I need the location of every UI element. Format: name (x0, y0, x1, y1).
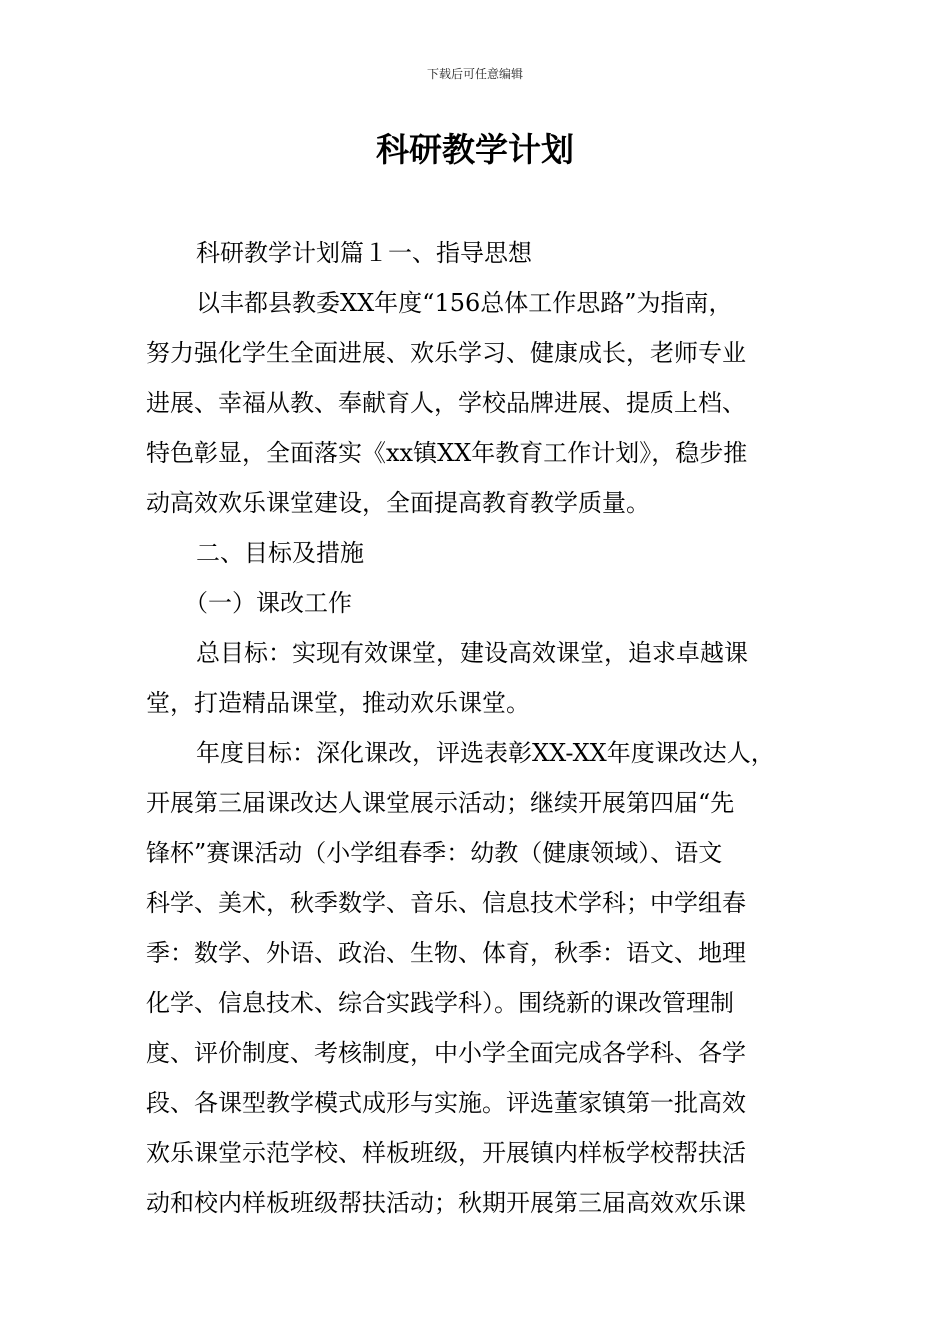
header-note: 下载后可任意编辑 (426, 67, 523, 81)
paragraph-line: 进展、幸福从教、奉献育人，学校品牌进展、提质上档、 (146, 389, 746, 417)
paragraph-line: 努力强化学生全面进展、欢乐学习、健康成长，老师专业 (146, 339, 746, 367)
document-title: 科研教学计划 (376, 130, 574, 169)
paragraph-line: 化学、信息技术、综合实践学科）。围绕新的课改管理制 (146, 989, 734, 1017)
section-heading-guiding-ideology: 科研教学计划篇１一、指导思想 (196, 239, 532, 267)
paragraph-line: 欢乐课堂示范学校、样板班级，开展镇内样板学校帮扶活 (146, 1139, 746, 1167)
paragraph-line: 动高效欢乐课堂建设，全面提高教育教学质量。 (146, 489, 650, 517)
paragraph-line: 堂，打造精品课堂，推动欢乐课堂。 (146, 689, 530, 717)
paragraph-line: 总目标：实现有效课堂，建设高效课堂，追求卓越课 (196, 639, 748, 667)
paragraph-line: 动和校内样板班级帮扶活动；秋期开展第三届高效欢乐课 (146, 1189, 746, 1217)
section-heading-goals-measures: 二、目标及措施 (196, 539, 364, 567)
subsection-heading-curriculum-reform: （一）课改工作 (184, 589, 352, 617)
paragraph-line: 锋杯”赛课活动（小学组春季：幼教（健康领域）、语文 (146, 839, 723, 867)
paragraph-line: 开展第三届课改达人课堂展示活动；继续开展第四届“先 (146, 789, 735, 817)
document-body (146, 228, 806, 1228)
paragraph-line: 段、各课型教学模式成形与实施。评选董家镇第一批高效 (146, 1089, 746, 1117)
paragraph-line: 年度目标：深化课改，评选表彰XX-XX年度课改达人， (196, 739, 775, 767)
paragraph-line: 度、评价制度、考核制度，中小学全面完成各学科、各学 (146, 1039, 746, 1067)
paragraph-line: 季：数学、外语、政治、生物、体育，秋季：语文、地理 (146, 939, 746, 967)
paragraph-line: 以丰都县教委XX年度“156总体工作思路”为指南， (196, 289, 733, 317)
paragraph-line: 特色彰显，全面落实《xx镇XX年教育工作计划》，稳步推 (146, 439, 748, 467)
paragraph-line: 科学、美术，秋季数学、音乐、信息技术学科；中学组春 (146, 889, 746, 917)
